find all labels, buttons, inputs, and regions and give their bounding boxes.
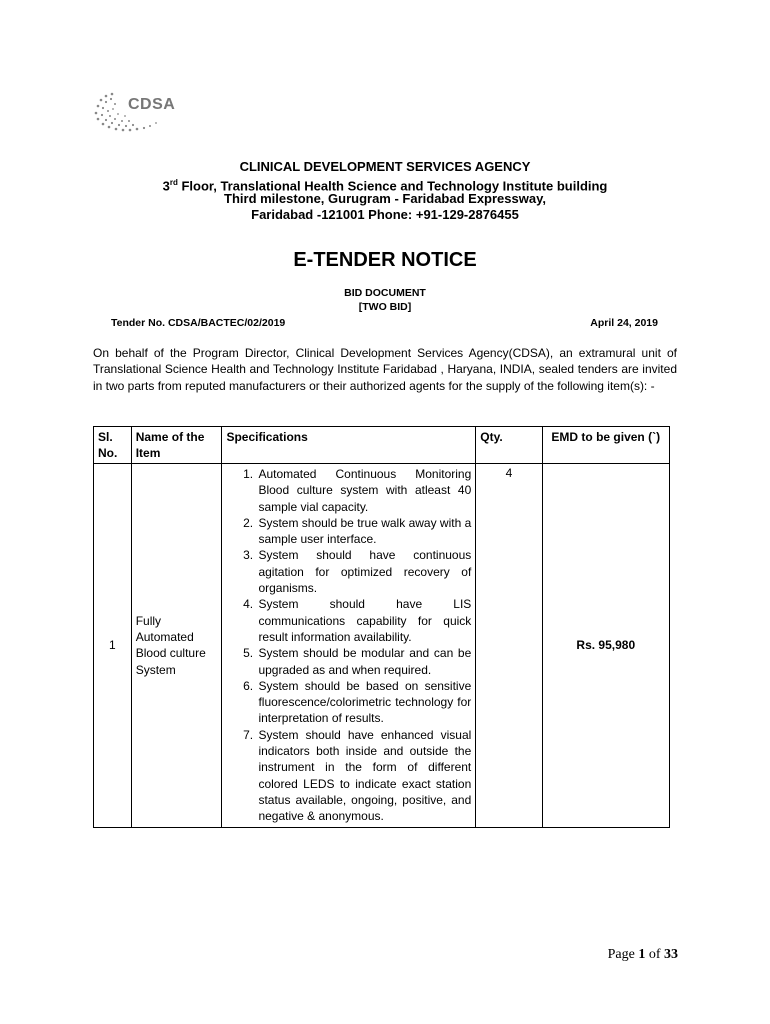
agency-name: CLINICAL DEVELOPMENT SERVICES AGENCY bbox=[239, 159, 531, 174]
row-qty: 4 bbox=[476, 464, 542, 828]
tender-date: April 24, 2019 bbox=[590, 317, 658, 329]
row-item-name: Fully Automated Blood culture System bbox=[131, 464, 222, 828]
current-page: 1 bbox=[638, 947, 646, 962]
address-floor-suffix: rd bbox=[169, 178, 178, 187]
spec-item: 7. System should have enhanced visual indicators both inside and outside the instrument in the form of different colored LEDS to indicate exact station status available, ongoing, positive, and negative & anonymous. bbox=[256, 727, 471, 825]
table-row bbox=[94, 464, 670, 828]
spec-item: 5. System should be modular and can be upgraded as and when required. bbox=[256, 645, 471, 678]
intro-paragraph: On behalf of the Program Director, Clinical Development Services Agency(CDSA), an extramural unit of Translational Science Health and Technology Institute Faridabad , Haryana, INDIA, sealed tenders are invited in two parts from reputed manufacturers or their authorized agents for the supply of the following item(s): - bbox=[93, 346, 677, 393]
address-floor-number: 3 bbox=[162, 178, 170, 194]
tender-number: Tender No. CDSA/BACTEC/02/2019 bbox=[111, 317, 286, 329]
two-bid-label: [TWO BID] bbox=[358, 301, 412, 313]
total-pages: 33 bbox=[664, 947, 678, 962]
spec-item: 2. System should be true walk away with a sample user interface. bbox=[256, 515, 471, 548]
header-sl-no: Sl. No. bbox=[94, 427, 132, 464]
row-emd: Rs. 95,980 bbox=[542, 464, 669, 828]
items-table bbox=[93, 426, 670, 828]
table-header-row bbox=[94, 427, 670, 464]
spec-item: 3. System should have continuous agitation for optimized recovery of organisms. bbox=[256, 547, 471, 596]
header-item-name: Name of the Item bbox=[131, 427, 222, 464]
spec-item: 1. Automated Continuous Monitoring Blood culture system with atleast 40 sample vial capacity. bbox=[256, 466, 471, 515]
row-sl-no: 1 bbox=[94, 464, 132, 828]
address-line-2: Third milestone, Gurugram - Faridabad Expressway, bbox=[224, 191, 546, 206]
header-qty: Qty. bbox=[476, 427, 542, 464]
page-label: Page bbox=[607, 947, 635, 962]
logo-text: CDSA bbox=[128, 96, 176, 113]
of-label: of bbox=[648, 947, 661, 962]
specifications-list bbox=[226, 466, 471, 825]
page-title: E-TENDER NOTICE bbox=[293, 249, 477, 271]
row-specifications bbox=[222, 464, 476, 828]
page-number bbox=[608, 947, 678, 963]
spec-item: 4. System should have LIS communications capability for quick result information availability. bbox=[256, 596, 471, 645]
spec-item: 6. System should be based on sensitive fluorescence/colorimetric technology for interpretation of results. bbox=[256, 678, 471, 727]
header-emd: EMD to be given (`) bbox=[542, 427, 669, 464]
address-line-1-text: Floor, Translational Health Science and Technology Institute building bbox=[177, 178, 608, 194]
address-line-3: Faridabad -121001 Phone: +91-129-2876455 bbox=[251, 207, 519, 222]
header-specifications: Specifications bbox=[222, 427, 476, 464]
bid-document-label: BID DOCUMENT bbox=[344, 287, 426, 299]
